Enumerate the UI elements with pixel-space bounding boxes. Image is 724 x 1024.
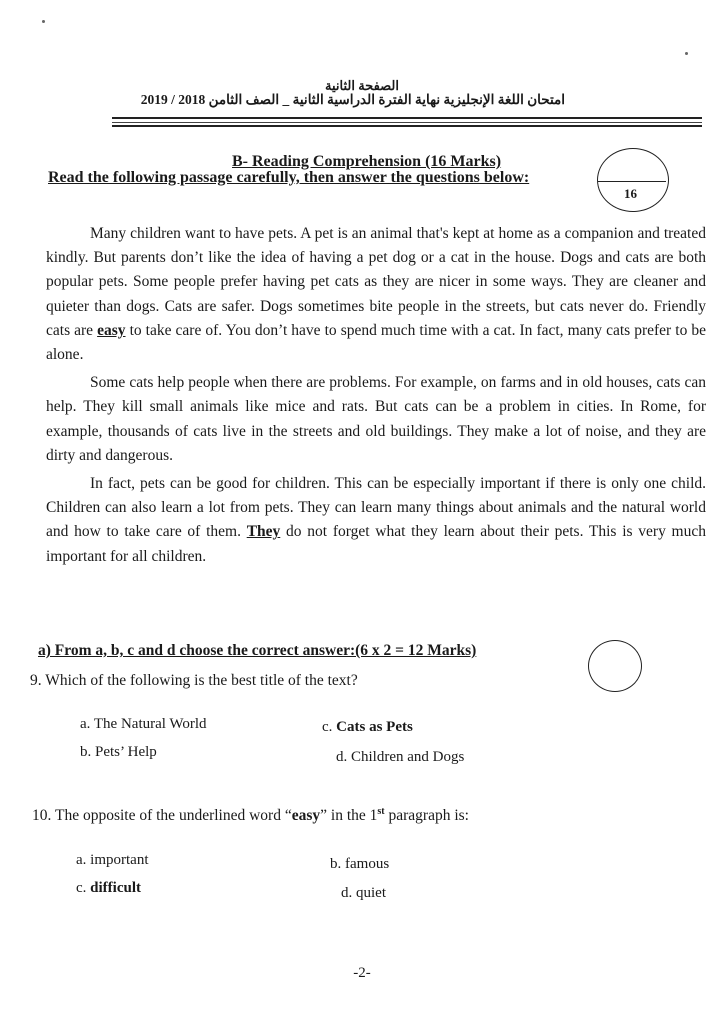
- header-exam-title: امتحان اللغة الإنجليزية نهاية الفترة الدراسية الثانية _ الصف الثامن 2018 / 2019: [140, 92, 565, 107]
- part-a-instruction: a) From a, b, c and d choose the correct answer:(6 x 2 = 12 Marks): [38, 642, 477, 659]
- score-circle: [597, 148, 669, 212]
- passage-paragraph-1: Many children want to have pets. A pet is an animal that's kept at home as a companion and treated kindly. But parents don’t like the idea of having a pet dog or a cat in the house. Dogs and cats are both popular pets. Some people prefer having pet cats as they are nicer in some ways. They are cleaner and quieter than dogs. Cats are safer. Dogs sometimes bite people in the streets, but cats never do. Friendly cats are easy to take care of. You don’t have to spend much time with a cat. In fact, many cats prefer to be alone.: [46, 225, 706, 364]
- q10-option-d: d. quiet: [341, 885, 386, 901]
- underlined-word-easy: easy: [97, 321, 126, 339]
- q9-option-a: a. The Natural World: [80, 716, 207, 732]
- header-divider: [112, 117, 702, 119]
- section-title: B- Reading Comprehension (16 Marks): [232, 153, 502, 170]
- q9-option-c: c. Cats as Pets: [322, 719, 413, 735]
- q10-option-b: b. famous: [330, 856, 390, 872]
- header-page-label: الصفحة الثانية: [324, 78, 399, 93]
- q10-option-a: a. important: [76, 852, 149, 868]
- question-10: 10. The opposite of the underlined word “easy” in the 1st paragraph is:: [32, 806, 469, 825]
- score-circle-divider: [598, 181, 666, 182]
- reading-passage: [46, 222, 706, 573]
- part-a-score-circle: [588, 640, 642, 692]
- q10-option-c: c. difficult: [76, 880, 142, 896]
- underlined-word-they: They: [246, 523, 281, 541]
- question-9: 9. Which of the following is the best title of the text?: [30, 672, 358, 689]
- scan-dot: [685, 52, 688, 55]
- header-divider: [112, 122, 702, 123]
- passage-paragraph-3: In fact, pets can be good for children. This can be especially important if there is only one child. Children can also learn a lot from pets. They can learn many things about animals and the natural world and how to take care of them. They do not forget what they learn about their pets. This is very much important for all children.: [46, 475, 706, 565]
- scan-dot: [42, 20, 45, 23]
- passage-paragraph-2: Some cats help people when there are problems. For example, on farms and in old houses, cats can help. They kill small animals like mice and rats. But cats can be a problem in cities. In Rome, for example, thousands of cats live in the streets and old buildings. They make a lot of noise, and they are dirty and dangerous.: [46, 374, 706, 464]
- header-divider: [112, 125, 702, 127]
- q9-option-b: b. Pets’ Help: [80, 744, 157, 760]
- page-number: -2-: [353, 965, 371, 981]
- reading-instruction: Read the following passage carefully, then answer the questions below:: [48, 169, 530, 186]
- score-total: 16: [624, 186, 637, 201]
- q9-option-d: d. Children and Dogs: [336, 749, 465, 765]
